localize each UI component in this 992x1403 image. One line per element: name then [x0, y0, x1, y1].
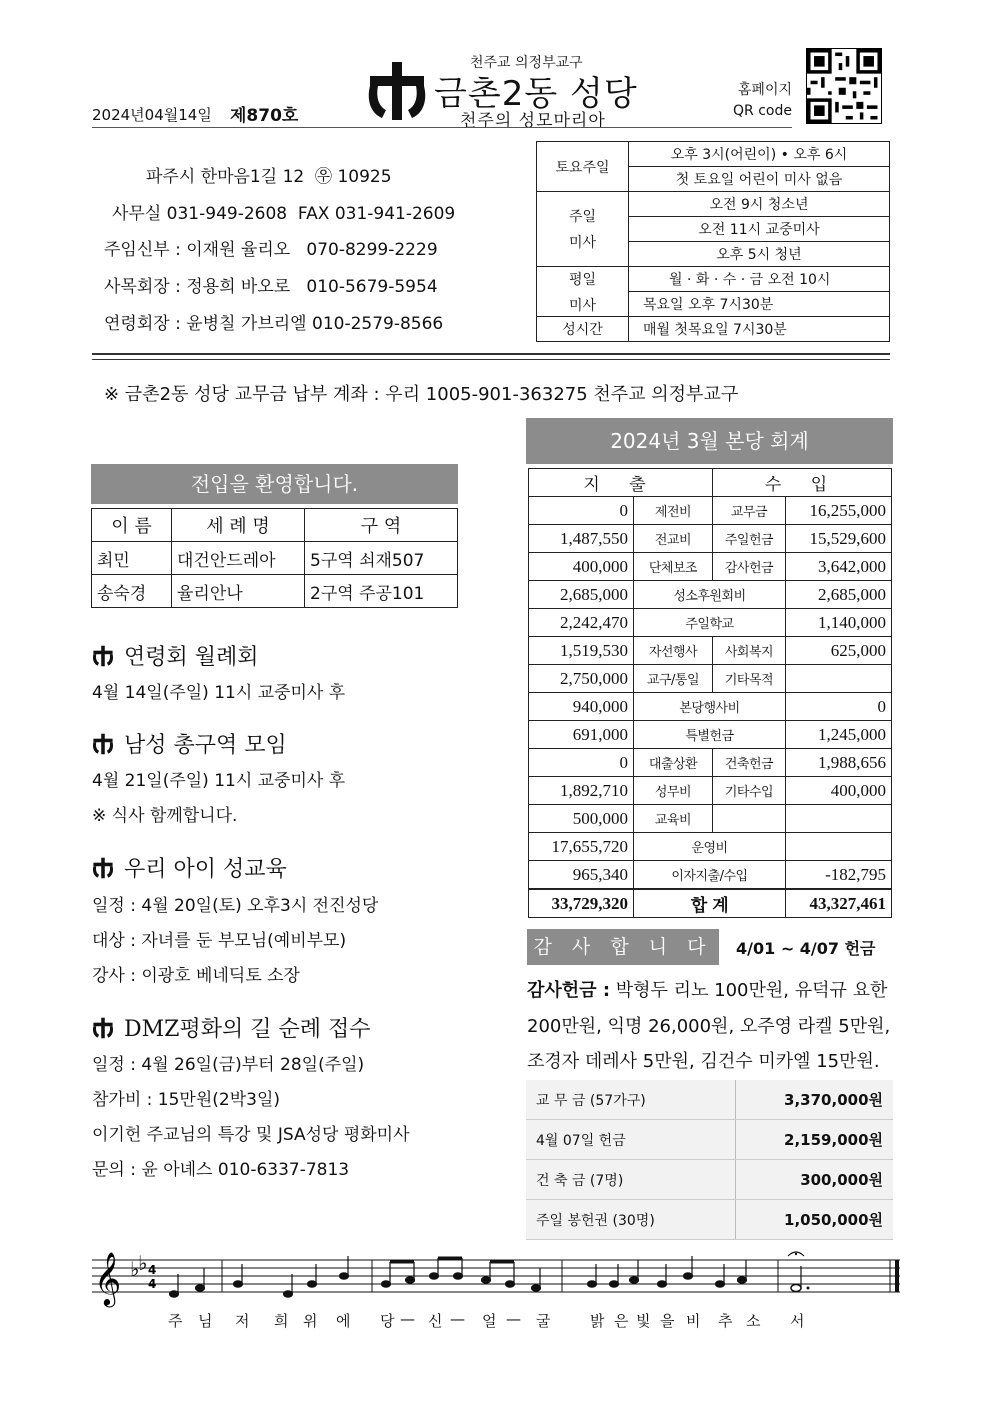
lyric-syllable: — [506, 1310, 521, 1328]
thanks-label: 감 사 합 니 다 [527, 929, 719, 965]
hymn-staff [92, 1250, 908, 1310]
holy-hour-label: 성시간 [537, 317, 629, 342]
income-cell: 1,140,000 [786, 609, 892, 637]
table-row [529, 777, 892, 805]
cross-bullet-icon [92, 1017, 114, 1039]
shared-label: 주일학교 [634, 609, 786, 637]
expense-cell: 1,487,550 [529, 525, 634, 553]
schedule-cell: 매월 첫목요일 7시30분 [629, 317, 890, 342]
summary-label: 4월 07일 헌금 [526, 1120, 735, 1160]
baptismal-name-cell: 대건안드레아 [172, 542, 305, 575]
lyric-syllable: 에 [336, 1312, 351, 1330]
schedule-cell: 월 · 화 · 수 · 금 오전 10시 [629, 267, 890, 292]
schedule-cell: 오후 3시(어린이) • 오후 6시 [629, 142, 890, 167]
lyric-syllable: 얼 [482, 1312, 497, 1330]
lyric-syllable: 위 [303, 1312, 318, 1330]
income-cell: -182,795 [786, 861, 892, 890]
thanks-text-1: 박형두 리노 100만원, 유덕규 요한 [615, 980, 888, 1001]
expense-label: 자선행사 [634, 637, 713, 665]
mass-schedule-table [536, 141, 890, 342]
address-line [146, 162, 392, 187]
cross-bullet-icon [92, 645, 114, 667]
table-header-row [529, 469, 892, 497]
notice-line: 일정 : 4월 26일(금)부터 28일(주일) [92, 1055, 365, 1075]
notice-line: ※ 식사 함께합니다. [92, 806, 238, 826]
notice-title-text: 연령회 월례회 [124, 645, 259, 670]
income-cell [786, 665, 892, 693]
summary-amount: 300,000원 [735, 1160, 893, 1200]
notice-title [92, 852, 287, 883]
income-cell: 2,685,000 [786, 581, 892, 609]
table-row [529, 721, 892, 749]
elder-president: 연령회장 : 윤병칠 가브리엘 [104, 314, 307, 334]
summary-amount: 1,050,000원 [735, 1200, 893, 1240]
income-label [713, 805, 786, 833]
total-row [529, 889, 892, 918]
summary-amount: 3,370,000원 [735, 1080, 893, 1120]
expense-cell: 2,242,470 [529, 609, 634, 637]
welcome-table [91, 508, 458, 608]
shared-label: 특별헌금 [634, 721, 786, 749]
notice-line: 일정 : 4월 20일(토) 오후3시 전진성당 [92, 896, 379, 916]
name-cell: 송숙경 [92, 575, 172, 608]
schedule-cell: 오전 11시 교중미사 [629, 217, 890, 242]
expense-cell: 500,000 [529, 805, 634, 833]
saturday-label: 토요주일 [537, 142, 629, 192]
summary-label: 주일 봉헌권 (30명) [526, 1200, 735, 1240]
cross-bullet-icon [92, 857, 114, 879]
column-header: 이 름 [92, 509, 172, 542]
schedule-cell: 목요일 오후 7시30분 [629, 292, 890, 317]
income-header: 수 입 [713, 469, 892, 497]
svg-text:♭: ♭ [138, 1251, 148, 1275]
income-cell: 625,000 [786, 637, 892, 665]
expense-cell: 940,000 [529, 693, 634, 721]
notice-line: 문의 : 윤 아녜스 010-6337-7813 [92, 1160, 350, 1180]
lyric-syllable: 신 [428, 1312, 443, 1330]
income-label: 감사헌금 [713, 553, 786, 581]
income-label: 사회복지 [713, 637, 786, 665]
income-cell: 3,642,000 [786, 553, 892, 581]
schedule-cell: 오전 9시 청소년 [629, 192, 890, 217]
sunday-label-1: 주일 [568, 209, 597, 225]
income-cell: 16,255,000 [786, 497, 892, 525]
svg-text:𝄞: 𝄞 [94, 1251, 122, 1305]
pastor-line [104, 235, 438, 260]
expense-cell: 1,892,710 [529, 777, 634, 805]
expense-cell: 0 [529, 749, 634, 777]
weekday-label-1: 평일 [568, 271, 597, 288]
lyric-syllable: 저 [235, 1312, 250, 1330]
expense-label: 교구/통일 [634, 665, 713, 693]
income-cell: 0 [786, 693, 892, 721]
table-row [526, 1160, 893, 1200]
lyric-syllable: 희 [274, 1312, 289, 1330]
header-rule [92, 127, 792, 128]
income-cell: 1,988,656 [786, 749, 892, 777]
summary-amount: 2,159,000원 [735, 1120, 893, 1160]
office-phone: 사무실 031-949-2608 [112, 204, 288, 224]
svg-text:♭: ♭ [130, 1257, 140, 1281]
diocese-name: 천주교 의정부교구 [470, 55, 583, 71]
patron-name: 천주의 성모마리아 [460, 111, 606, 131]
lyric-syllable: — [400, 1310, 415, 1328]
issue-number: 제870호 [230, 106, 299, 126]
shared-label: 본당행사비 [634, 693, 786, 721]
baptismal-name-cell: 율리안나 [172, 575, 305, 608]
table-row [537, 267, 890, 292]
notice-line: 강사 : 이광호 베네딕토 소장 [92, 966, 300, 986]
column-header: 세 례 명 [172, 509, 305, 542]
table-row [537, 142, 890, 167]
expense-header: 지 출 [529, 469, 713, 497]
svg-text:4: 4 [148, 1263, 157, 1277]
income-cell: 400,000 [786, 777, 892, 805]
qr-code-label: QR code [733, 103, 792, 119]
account-notice: ※ 금촌2동 성당 교무금 납부 계좌 : 우리 1005-901-363275 천주교 의정부교구 [104, 384, 739, 405]
sunday-label [537, 192, 629, 267]
income-label: 교무금 [713, 497, 786, 525]
income-cell: 1,245,000 [786, 721, 892, 749]
table-row [529, 637, 892, 665]
column-header: 구 역 [305, 509, 458, 542]
lyric-syllable: 당 [380, 1312, 395, 1330]
lyric-syllable: — [450, 1310, 465, 1328]
district-cell: 2구역 주공101 [305, 575, 458, 608]
expense-cell: 691,000 [529, 721, 634, 749]
hymn-lyrics [0, 1310, 992, 1334]
table-row [526, 1120, 893, 1160]
table-row [529, 693, 892, 721]
lyric-syllable: 주 [168, 1312, 183, 1330]
expense-cell: 965,340 [529, 861, 634, 890]
expense-cell: 17,655,720 [529, 833, 634, 861]
total-expense: 33,729,320 [529, 889, 634, 918]
lyric-syllable: 밝 [590, 1312, 605, 1330]
address: 파주시 한마음1길 12 [146, 167, 305, 187]
expense-label: 단체보조 [634, 553, 713, 581]
notice-line: 4월 14일(주일) 11시 교중미사 후 [92, 683, 346, 703]
total-label: 합 계 [634, 889, 786, 918]
income-label: 기타목적 [713, 665, 786, 693]
council-phone: 010-5679-5954 [306, 277, 438, 297]
table-header-row [92, 509, 458, 542]
income-cell [786, 805, 892, 833]
lyric-syllable: 님 [198, 1312, 213, 1330]
expense-label: 제전비 [634, 497, 713, 525]
expense-cell: 2,685,000 [529, 581, 634, 609]
lyric-syllable: 서 [790, 1312, 805, 1330]
shared-label: 운영비 [634, 833, 786, 861]
notice-line: 이기헌 주교님의 특강 및 JSA성당 평화미사 [92, 1125, 410, 1145]
lyric-syllable: 추 [718, 1312, 733, 1330]
expense-cell: 2,750,000 [529, 665, 634, 693]
elder-phone: 010-2579-8566 [312, 314, 444, 334]
schedule-cell: 오후 5시 청년 [629, 242, 890, 267]
district-cell: 5구역 쇠재507 [305, 542, 458, 575]
thanks-text-3: 조경자 데레사 5만원, 김건수 미카엘 15만원. [527, 1051, 880, 1072]
notice-title [92, 728, 287, 759]
table-row [537, 317, 890, 342]
income-label: 건축헌금 [713, 749, 786, 777]
expense-cell: 0 [529, 497, 634, 525]
postal-code: 10925 [337, 167, 392, 187]
thanks-text-2: 200만원, 익명 26,000원, 오주영 라켈 5만원, [527, 1016, 891, 1037]
table-row [529, 525, 892, 553]
expense-label: 대출상환 [634, 749, 713, 777]
summary-label: 교 무 금 (57가구) [526, 1080, 735, 1120]
table-row [529, 665, 892, 693]
section-divider [92, 353, 890, 360]
table-row [529, 553, 892, 581]
welcome-title: 전입을 환영합니다. [91, 464, 458, 504]
qr-label [720, 80, 792, 122]
table-row [529, 749, 892, 777]
income-label: 기타수입 [713, 777, 786, 805]
homepage-label: 홈페이지 [737, 82, 792, 98]
income-cell: 15,529,600 [786, 525, 892, 553]
lyric-syllable: 비 [686, 1312, 701, 1330]
council-line [104, 272, 438, 297]
svg-text:4: 4 [148, 1277, 157, 1291]
table-row [529, 497, 892, 525]
table-row [529, 581, 892, 609]
table-row [92, 575, 458, 608]
qr-code-icon[interactable] [806, 48, 882, 124]
expense-label: 전교비 [634, 525, 713, 553]
table-row [529, 609, 892, 637]
accounting-title: 2024년 3월 본당 회계 [526, 418, 893, 464]
lyric-syllable: 은 [614, 1312, 629, 1330]
lyric-syllable: 소 [746, 1312, 761, 1330]
accounting-table [528, 468, 892, 918]
notice-title [92, 1012, 370, 1043]
table-row [526, 1080, 893, 1120]
thanks-text-label: 감사헌금 : [527, 980, 611, 1001]
office-line [112, 199, 455, 224]
weekday-label-2: 미사 [568, 297, 597, 314]
offering-summary-table [526, 1080, 893, 1240]
bulletin-date: 2024년04월14일 [92, 106, 212, 124]
elder-line [104, 309, 443, 334]
notice-title-text: 남성 총구역 모임 [124, 733, 287, 758]
total-income: 43,327,461 [786, 889, 892, 918]
table-row [529, 833, 892, 861]
expense-label: 성무비 [634, 777, 713, 805]
council-president: 사목회장 : 정용희 바오로 [104, 277, 291, 297]
table-row [537, 192, 890, 217]
summary-label: 건 축 금 (7명) [526, 1160, 735, 1200]
name-cell: 최민 [92, 542, 172, 575]
pastor-name: 주임신부 : 이재원 율리오 [104, 240, 291, 260]
notice-title-text: 우리 아이 성교육 [124, 857, 287, 882]
expense-cell: 400,000 [529, 553, 634, 581]
sunday-label-2: 미사 [568, 235, 597, 251]
thanks-period: 4/01 ~ 4/07 헌금 [736, 939, 876, 958]
shared-label: 이자지출/수입 [634, 861, 786, 890]
pastor-phone: 070-8299-2229 [306, 240, 438, 260]
lyric-syllable: 을 [660, 1312, 675, 1330]
income-label: 주일헌금 [713, 525, 786, 553]
notice-title [92, 640, 259, 671]
thanks-text-line [527, 976, 887, 1002]
expense-cell: 1,519,530 [529, 637, 634, 665]
table-row [529, 805, 892, 833]
notice-line: 참가비 : 15만원(2박3일) [92, 1090, 281, 1110]
fax-number: FAX 031-941-2609 [297, 204, 456, 224]
schedule-cell: 첫 토요일 어린이 미사 없음 [629, 167, 890, 192]
church-name: 금촌2동 성당 [434, 74, 638, 114]
weekday-label [537, 267, 629, 317]
lyric-syllable: 굴 [536, 1312, 551, 1330]
notice-line: 4월 21일(주일) 11시 교중미사 후 [92, 771, 346, 791]
table-row [92, 542, 458, 575]
table-row [526, 1200, 893, 1240]
cross-bullet-icon [92, 733, 114, 755]
postal-icon: ㉾ [315, 167, 333, 187]
table-row [529, 861, 892, 890]
lyric-syllable: 빛 [636, 1312, 651, 1330]
notice-title-text: DMZ평화의 길 순례 접수 [124, 1017, 371, 1042]
notice-line: 대상 : 자녀를 둔 부모님(예비부모) [92, 931, 347, 951]
expense-label: 교육비 [634, 805, 713, 833]
income-cell [786, 833, 892, 861]
cross-logo-icon [366, 62, 428, 120]
shared-label: 성소후원회비 [634, 581, 786, 609]
